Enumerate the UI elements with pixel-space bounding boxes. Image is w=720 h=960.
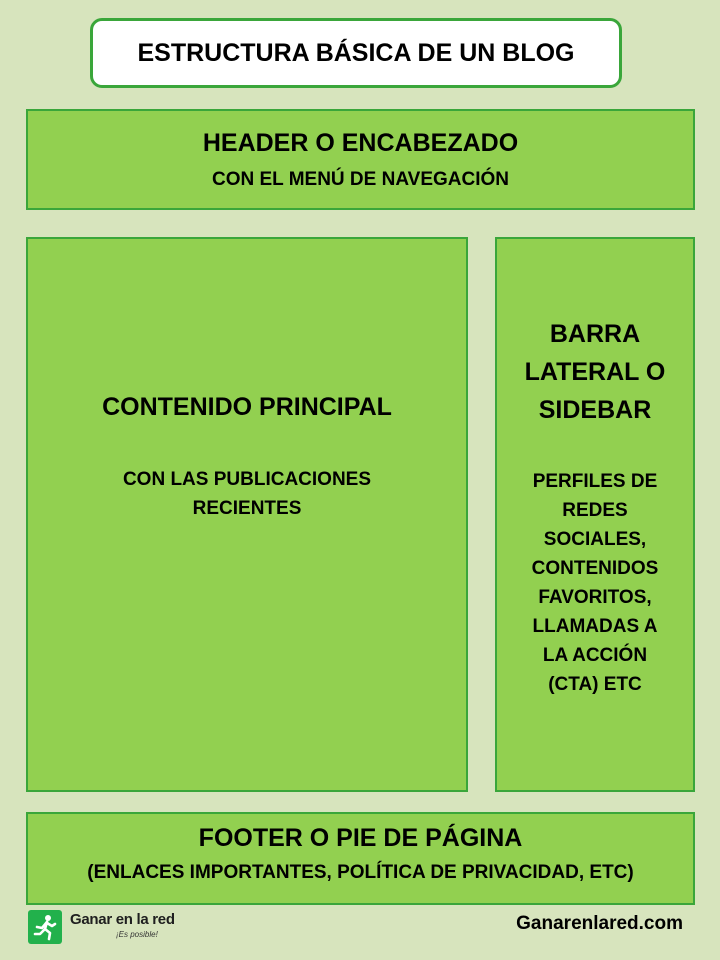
- diagram-title-text: ESTRUCTURA BÁSICA DE UN BLOG: [137, 38, 575, 67]
- brand-tagline: ¡Es posible!: [116, 930, 158, 939]
- main-content-subtitle-line: CON LAS PUBLICACIONES: [122, 469, 372, 490]
- header-block-title: HEADER O ENCABEZADO: [202, 129, 519, 157]
- sidebar-body: [507, 467, 683, 699]
- sidebar-body-line: REDES: [562, 500, 628, 521]
- sidebar-title-line: BARRA: [549, 320, 641, 348]
- sidebar-title: [505, 315, 685, 429]
- sidebar-body-line: SOCIALES,: [543, 529, 647, 550]
- sidebar-body-line: FAVORITOS,: [538, 587, 652, 608]
- sidebar-body-line: CONTENIDOS: [531, 558, 659, 579]
- site-url: Ganarenlared.com: [516, 913, 683, 934]
- sidebar-title-line: LATERAL O: [524, 358, 666, 386]
- main-content-title: CONTENIDO PRINCIPAL: [102, 393, 392, 421]
- sidebar-block: [495, 237, 695, 792]
- diagram-title: [90, 18, 622, 88]
- brand-logo: [28, 908, 198, 948]
- sidebar-body-line: LA ACCIÓN: [542, 645, 648, 666]
- header-block: [26, 109, 695, 210]
- main-content-subtitle: [88, 465, 406, 523]
- sidebar-body-line: LLAMADAS A: [532, 616, 658, 637]
- main-content-subtitle-line: RECIENTES: [192, 498, 302, 519]
- sidebar-body-line: PERFILES DE: [532, 471, 658, 492]
- sidebar-title-line: SIDEBAR: [538, 396, 652, 424]
- sidebar-body-line: (CTA) ETC: [548, 674, 642, 695]
- main-content-block: [26, 237, 468, 792]
- running-person-icon: [28, 910, 62, 944]
- header-block-subtitle: CON EL MENÚ DE NAVEGACIÓN: [212, 169, 509, 190]
- brand-name: Ganar en la red: [70, 911, 175, 928]
- footer-block-title: FOOTER O PIE DE PÁGINA: [198, 824, 523, 852]
- footer-block-subtitle: (ENLACES IMPORTANTES, POLÍTICA DE PRIVACIDAD, ETC): [87, 862, 634, 883]
- footer-block: [26, 812, 695, 905]
